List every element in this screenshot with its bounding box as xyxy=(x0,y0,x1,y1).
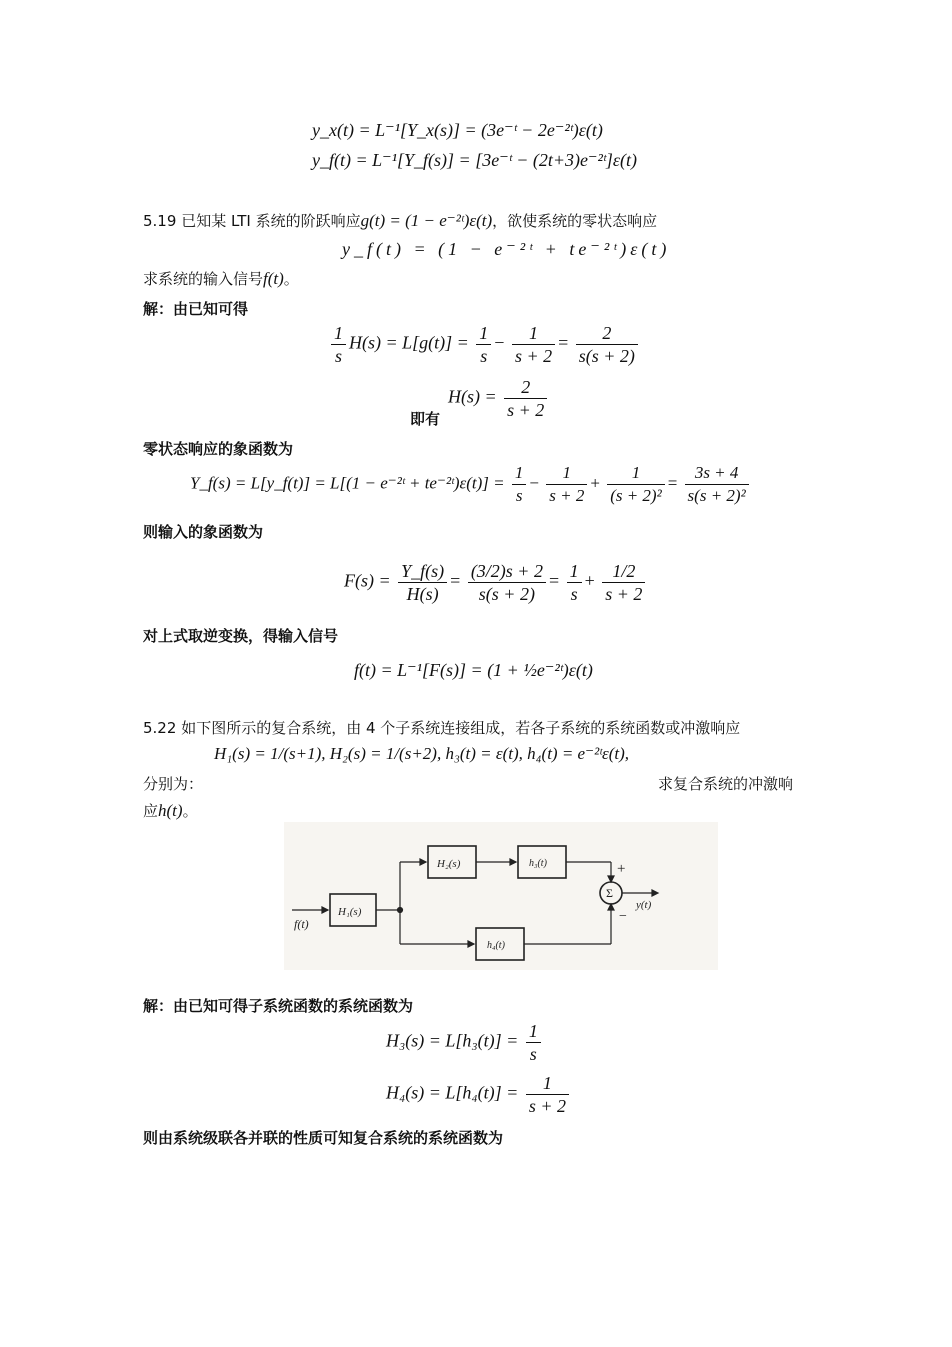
fraction: $\frac{1}{s}$ xyxy=(331,322,346,367)
h4-label: h₄(t) xyxy=(487,940,505,951)
statement-text: 求系统的输入信号 xyxy=(143,270,264,288)
problem-5-22-statement xyxy=(143,717,740,738)
arrow-head xyxy=(608,904,614,910)
fraction: $\frac{Y\_f(s)}{H(s)}$ xyxy=(398,560,447,605)
fraction: $\frac{1}{s + 2}$ xyxy=(512,322,555,367)
solution-heading: 解：由已知可得子系统函数的系统函数为 xyxy=(143,997,414,1015)
impulse-response: h(t) xyxy=(158,801,183,820)
minus-sign: − xyxy=(619,909,627,924)
plus-sign: + xyxy=(617,861,626,877)
arrow-head xyxy=(468,941,474,947)
eq-f: f(t) = L⁻¹[F(s)] = (1 + ½e⁻²ᵗ)ε(t) xyxy=(354,660,593,680)
fraction: $\frac{1/2}{s + 2}$ xyxy=(602,560,645,605)
period: 。 xyxy=(283,270,299,288)
input-label: f(t) xyxy=(294,917,309,931)
eq-H-from-g: $\frac{1}{s}$ H(s) = L[g(t)] = $\frac{1}{s}$ − $\frac{1}{s + 2}$ = $\frac{2}{s(s + 2)}$ xyxy=(328,322,641,367)
problem-5-19-statement xyxy=(143,210,657,231)
fraction: $\frac{1}{s}$ xyxy=(567,560,582,605)
block-diagram xyxy=(284,822,718,970)
cascade-heading: 则由系统级联各并联的性质可知复合系统的系统函数为 xyxy=(143,1129,504,1147)
fraction: $\frac{1}{s}$ xyxy=(526,1020,541,1065)
eq-subsystem-defs: H₁(s) = 1/(s+1), H₂(s) = 1/(s+2), h₃(t) = ε(t), h₄(t) = e⁻²ᵗε(t), xyxy=(214,744,630,763)
arrow-head xyxy=(510,859,516,865)
statement-text: 求复合系统的冲激响 xyxy=(658,775,794,793)
eq-H: H(s) = $\frac{2}{s + 2}$ xyxy=(448,376,550,421)
eq-yf: y_f(t) = L⁻¹[Y_f(s)] = [3e⁻ᵗ − (2t+3)e⁻²ᵗ]ε(t) xyxy=(312,150,637,170)
fraction: $\frac{1}{s}$ xyxy=(512,462,527,507)
jiyou-label: 即有 xyxy=(410,410,441,428)
fraction: $\frac{3s + 4}{\text{s(s + 2)²}}$ xyxy=(685,462,749,507)
eq-H4: H₄(s) = L[h₄(t)] = $\frac{1}{s + 2}$ xyxy=(386,1072,572,1117)
arrow-head xyxy=(652,890,658,896)
arrow-head xyxy=(608,876,614,882)
problem-number: 5.19 xyxy=(143,212,177,230)
input-image-heading: 则输入的象函数为 xyxy=(143,523,264,541)
h2-label: H₂(s) xyxy=(437,858,461,870)
fraction: $\frac{2}{s + 2}$ xyxy=(504,376,547,421)
fenbie-label: 分别为： xyxy=(143,775,204,793)
h3-label: h₃(t) xyxy=(529,858,547,869)
eq-target-response: y_f(t) = (1 − e⁻²ᵗ + te⁻²ᵗ)ε(t) xyxy=(342,239,671,259)
eq-F: F(s) = $\frac{Y\_f(s)}{H(s)}$ = $\frac{(3/2)s + 2}{s(s + 2)}$ = $\frac{1}{s}$ + $\frac{1/2}{s + 2}$ xyxy=(344,560,648,605)
arrow-head xyxy=(322,907,328,913)
fraction: $\frac{(3/2)s + 2}{s(s + 2)}$ xyxy=(468,560,546,605)
arrow-head xyxy=(420,859,426,865)
output-label: y(t) xyxy=(636,899,652,911)
sigma-label: Σ xyxy=(606,886,613,900)
problem-number: 5.22 xyxy=(143,719,177,737)
step-response: g(t) = (1 − e⁻²ᵗ)ε(t) xyxy=(360,211,493,230)
eq-Yf: Y_f(s) = L[y_f(t)] = L[(1 − e⁻²ᵗ + te⁻²ᵗ)ε(t)] = $\frac{1}{s}$ − $\frac{1}{s + 2}$ + $\frac{1}{\text{(s + 2)²}}$ = $\frac{3s + 4}{\text{s(s + 2)²}}$ xyxy=(190,462,752,507)
statement-line: 应h(t)。 xyxy=(143,801,198,820)
solution-heading: 解：由已知可得 xyxy=(143,300,249,318)
statement-line xyxy=(143,268,299,289)
eq-H3: H₃(s) = L[h₃(t)] = $\frac{1}{s}$ xyxy=(386,1020,544,1065)
zero-state-heading: 零状态响应的象函数为 xyxy=(143,440,294,458)
fraction: $\frac{1}{s + 2}$ xyxy=(546,462,587,507)
fraction: $\frac{1}{s + 2}$ xyxy=(526,1072,569,1117)
input-signal: f(t) xyxy=(263,269,284,288)
fraction: $\frac{1}{s}$ xyxy=(476,322,491,367)
h1-label: H₁(s) xyxy=(338,906,362,918)
fraction: $\frac{2}{s(s + 2)}$ xyxy=(576,322,638,367)
statement-text: 已知某 LTI 系统的阶跃响应 xyxy=(181,212,361,230)
statement-text: 如下图所示的复合系统，由 4 个子系统连接组成，若各子系统的系统函数或冲激响应 xyxy=(181,719,741,737)
inverse-heading: 对上式取逆变换，得输入信号 xyxy=(143,627,339,645)
statement-text: ，欲使系统的零状态响应 xyxy=(492,212,658,230)
fraction: $\frac{1}{\text{(s + 2)²}}$ xyxy=(607,462,665,507)
eq-yx: y_x(t) = L⁻¹[Y_x(s)] = (3e⁻ᵗ − 2e⁻²ᵗ)ε(t) xyxy=(312,120,603,140)
